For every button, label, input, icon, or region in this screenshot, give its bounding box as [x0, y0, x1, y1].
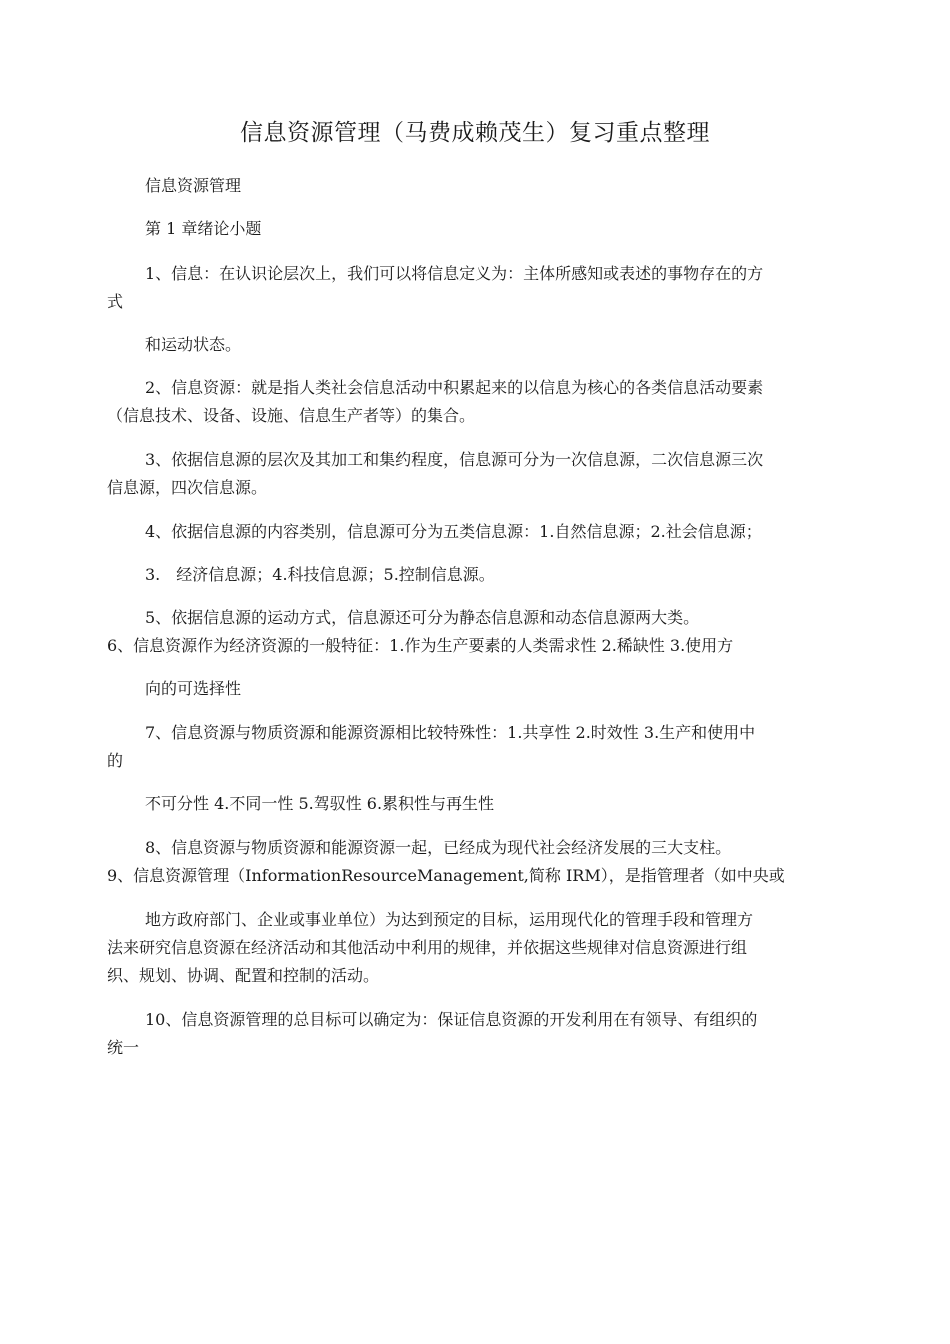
paragraph-line: 式: [107, 292, 124, 311]
paragraph-line: 3. 经济信息源；4.科技信息源；5.控制信息源。: [145, 565, 495, 584]
paragraph-line: 7、信息资源与物质资源和能源资源相比较特殊性：1.共享性 2.时效性 3.生产和使用中: [145, 723, 756, 742]
paragraph-line: 地方政府部门、企业或事业单位）为达到预定的目标，运用现代化的管理手段和管理方: [145, 910, 754, 929]
paragraph-line: 2、信息资源：就是指人类社会信息活动中积累起来的以信息为核心的各类信息活动要素: [145, 378, 764, 397]
paragraph-line: 8、信息资源与物质资源和能源资源一起，已经成为现代社会经济发展的三大支柱。: [145, 838, 732, 857]
paragraph-line: 织、规划、协调、配置和控制的活动。: [107, 966, 380, 985]
paragraph-line: 信息资源管理: [145, 176, 242, 195]
paragraph-line: 不可分性 4.不同一性 5.驾驭性 6.累积性与再生性: [145, 794, 495, 813]
paragraph-line: 统一: [107, 1038, 140, 1057]
paragraph-line: 3、依据信息源的层次及其加工和集约程度，信息源可分为一次信息源，二次信息源三次: [145, 450, 764, 469]
paragraph-line: 5、依据信息源的运动方式，信息源还可分为静态信息源和动态信息源两大类。: [145, 608, 700, 627]
paragraph-line: 4、依据信息源的内容类别，信息源可分为五类信息源：1.自然信息源；2.社会信息源；: [145, 522, 762, 541]
document-title: 信息资源管理（马费成赖茂生）复习重点整理: [240, 120, 710, 146]
paragraph-line: 向的可选择性: [145, 679, 242, 698]
paragraph-line: 9、信息资源管理（InformationResourceManagement,简称 IRM），是指管理者（如中央或: [107, 866, 785, 885]
paragraph-line: 第 1 章绪论小题: [145, 219, 262, 238]
paragraph-line: 法来研究信息资源在经济活动和其他活动中利用的规律，并依据这些规律对信息资源进行组: [107, 938, 748, 957]
paragraph-line: 信息源，四次信息源。: [107, 478, 268, 497]
paragraph-line: 的: [107, 751, 124, 770]
paragraph-line: 和运动状态。: [145, 335, 242, 354]
paragraph-line: （信息技术、设备、设施、信息生产者等）的集合。: [107, 406, 476, 425]
paragraph-line: 1、信息：在认识论层次上，我们可以将信息定义为：主体所感知或表述的事物存在的方: [145, 264, 764, 283]
paragraph-line: 6、信息资源作为经济资源的一般特征：1.作为生产要素的人类需求性 2.稀缺性 3.使用方: [107, 636, 734, 655]
paragraph-line: 10、信息资源管理的总目标可以确定为：保证信息资源的开发利用在有领导、有组织的: [145, 1010, 758, 1029]
